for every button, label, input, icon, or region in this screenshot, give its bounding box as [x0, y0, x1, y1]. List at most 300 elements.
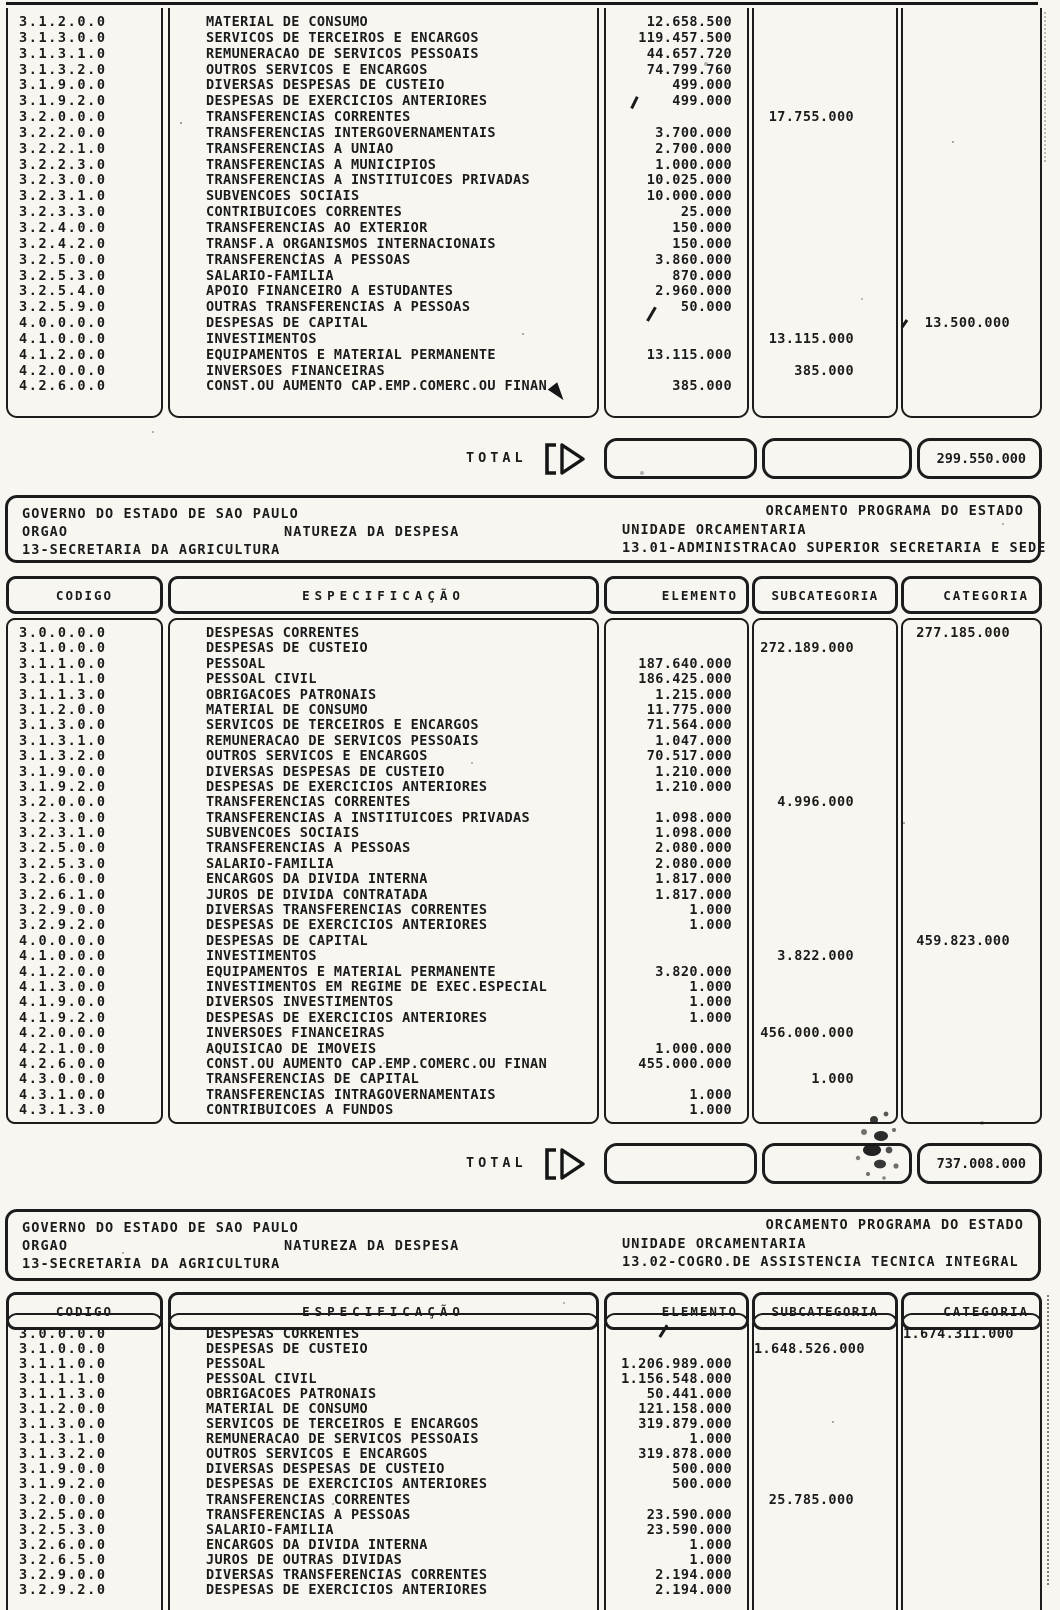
cell-sub [754, 1417, 896, 1432]
program-title: ORCAMENTO PROGRAMA DO ESTADO [765, 1217, 1024, 1233]
cell-code: 4.3.0.0.0 [19, 1071, 107, 1088]
cell-cat [903, 364, 1040, 380]
cell-sub [754, 1447, 896, 1462]
cell-elem: 455.000.000 [638, 1055, 732, 1072]
cell-sub [754, 934, 896, 949]
cell-cat: 1.674.311.000 [903, 1326, 1014, 1342]
cell-sub [754, 1088, 896, 1103]
cell-code: 3.1.9.0.0 [19, 763, 107, 780]
cell-sub [754, 205, 896, 221]
cell-code: 3.2.5.4.0 [19, 283, 107, 300]
cell-cat [903, 1538, 1040, 1553]
cell-sub [754, 78, 896, 94]
cell-code: 3.2.4.2.0 [19, 235, 107, 252]
cell-sub [754, 1327, 896, 1342]
cell-elem: 1.000 [689, 1086, 732, 1103]
unidade-value: 13.01-ADMINISTRACAO SUPERIOR SECRETARIA E SEDE [622, 540, 1047, 556]
cell-code: 4.1.9.2.0 [19, 1009, 107, 1026]
cell-code: 3.2.9.0.0 [19, 1566, 107, 1583]
cell-desc: TRANSFERENCIAS A MUNICIPIOS [206, 156, 437, 173]
cell-desc: OBRIGACOES PATRONAIS [206, 686, 377, 703]
header-codigo: CODIGO [6, 1292, 163, 1330]
cell-elem: 2.080.000 [655, 855, 732, 872]
cell-desc: PESSOAL [206, 655, 266, 672]
cell-elem: 1.000 [689, 1536, 732, 1553]
cell-sub [754, 688, 896, 703]
cell-cat [903, 980, 1040, 995]
column-categoria [901, 8, 1042, 418]
cell-desc: TRANSF.A ORGANISMOS INTERNACIONAIS [206, 235, 496, 252]
cell-cat [903, 142, 1040, 158]
cell-desc: OUTROS SERVICOS E ENCARGOS [206, 748, 428, 765]
cell-sub [754, 749, 896, 764]
cell-elem: 1.210.000 [655, 763, 732, 780]
cell-code: 3.1.3.0.0 [19, 717, 107, 734]
column-categoria [901, 1313, 1042, 1610]
header-categoria: CATEGORIA [901, 576, 1042, 614]
cell-code: 3.2.3.1.0 [19, 825, 107, 842]
cell-cat [903, 734, 1040, 749]
cell-sub [754, 857, 896, 872]
total-subcategoria-box [762, 438, 912, 479]
cell-elem: 11.775.000 [646, 701, 732, 718]
cell-elem: 10.000.000 [646, 188, 732, 205]
ink-smudge [834, 1106, 924, 1186]
header-especificacao: ESPECIFICAÇÃO [168, 576, 599, 614]
cell-elem: 1.000 [689, 917, 732, 934]
cell-cat [903, 872, 1040, 887]
cell-desc: DESPESAS DE EXERCICIOS ANTERIORES [206, 1009, 488, 1026]
unidade-label: UNIDADE ORCAMENTARIA [622, 1236, 807, 1252]
cell-desc: TRANSFERENCIAS AO EXTERIOR [206, 219, 428, 236]
cell-sub [754, 965, 896, 980]
cell-code: 3.2.9.2.0 [19, 917, 107, 934]
cell-elem: 50.441.000 [646, 1386, 732, 1403]
cell-elem: 1.817.000 [655, 886, 732, 903]
cell-elem: 119.457.500 [638, 29, 732, 46]
cell-desc: DESPESAS DE CUSTEIO [206, 1341, 369, 1358]
cell-sub [754, 15, 896, 31]
cell-desc: REMUNERACAO DE SERVICOS PESSOAIS [206, 1431, 479, 1448]
cell-elem: 1.098.000 [655, 825, 732, 842]
cell-sub [754, 158, 896, 174]
cell-elem: 319.878.000 [638, 1446, 732, 1463]
cell-code: 4.1.3.0.0 [19, 978, 107, 995]
cell-elem: 499.000 [672, 77, 732, 94]
cell-cat [903, 795, 1040, 810]
cell-cat [903, 221, 1040, 237]
cell-code: 3.2.6.5.0 [19, 1551, 107, 1568]
cell-desc: SALARIO-FAMILIA [206, 855, 334, 872]
cell-sub [754, 1538, 896, 1553]
cell-cat [903, 300, 1040, 316]
cell-elem: 1.000 [689, 994, 732, 1011]
cell-sub [754, 811, 896, 826]
cell-sub [754, 379, 896, 395]
cell-elem: 187.640.000 [638, 655, 732, 672]
cell-cat [903, 63, 1040, 79]
cell-sub [754, 1387, 896, 1402]
cell-desc: TRANSFERENCIAS CORRENTES [206, 109, 411, 126]
cell-desc: TRANSFERENCIAS A INSTITUICOES PRIVADAS [206, 809, 531, 826]
header-subcategoria: SUBCATEGORIA [752, 576, 898, 614]
cell-cat [903, 1462, 1040, 1477]
cell-cat [903, 857, 1040, 872]
cell-cat [903, 1402, 1040, 1417]
cell-elem: 150.000 [672, 235, 732, 252]
total-value: 737.008.000 [936, 1155, 1026, 1172]
cell-desc: AQUISICAO DE IMOVEIS [206, 1040, 377, 1057]
cell-code: 4.1.2.0.0 [19, 963, 107, 980]
cell-desc: DESPESAS DE EXERCICIOS ANTERIORES [206, 778, 488, 795]
cell-code: 3.2.3.3.0 [19, 204, 107, 221]
column-elemento [604, 8, 749, 418]
cell-sub [754, 872, 896, 887]
cell-desc: MATERIAL DE CONSUMO [206, 14, 369, 30]
cell-desc: DESPESAS DE EXERCICIOS ANTERIORES [206, 1476, 488, 1493]
org-header-13-02 [5, 1209, 1041, 1281]
cell-desc: PESSOAL [206, 1356, 266, 1373]
cell-elem [606, 795, 747, 810]
cell-sub [754, 189, 896, 205]
cell-sub [754, 316, 896, 332]
cell-elem: 23.590.000 [646, 1521, 732, 1538]
cell-sub [754, 221, 896, 237]
total-label: TOTAL [466, 450, 527, 466]
cell-sub: 272.189.000 [760, 640, 854, 657]
cell-code: 3.1.3.2.0 [19, 748, 107, 765]
cell-cat [903, 688, 1040, 703]
cell-sub [754, 348, 896, 364]
cell-elem: 2.960.000 [655, 283, 732, 300]
cell-elem: 1.000 [689, 1551, 732, 1568]
cell-code: 3.1.3.0.0 [19, 29, 107, 46]
cell-desc: DESPESAS DE EXERCICIOS ANTERIORES [206, 917, 488, 934]
cell-sub [754, 657, 896, 672]
org-header-13-01 [5, 495, 1047, 563]
cell-code: 3.1.9.2.0 [19, 778, 107, 795]
cell-desc: MATERIAL DE CONSUMO [206, 1401, 369, 1418]
cell-desc: DIVERSAS TRANSFERENCIAS CORRENTES [206, 1566, 488, 1583]
cell-cat [903, 47, 1040, 63]
cell-elem: 121.158.000 [638, 1401, 732, 1418]
cell-cat [903, 765, 1040, 780]
cell-desc: TRANSFERENCIAS CORRENTES [206, 1491, 411, 1508]
cell-cat: 277.185.000 [916, 625, 1010, 641]
cell-code: 3.1.3.1.0 [19, 1431, 107, 1448]
cell-cat [903, 1583, 1040, 1598]
cell-code: 3.2.5.3.0 [19, 267, 107, 284]
cell-desc: MATERIAL DE CONSUMO [206, 701, 369, 718]
cell-code: 3.1.1.3.0 [19, 686, 107, 703]
cell-cat [903, 718, 1040, 733]
column-categoria [901, 618, 1042, 1124]
total-categoria-box [917, 1143, 1042, 1184]
cell-desc: DESPESAS DE EXERCICIOS ANTERIORES [206, 1581, 488, 1598]
cell-code: 4.3.1.0.0 [19, 1086, 107, 1103]
cell-code: 3.1.1.1.0 [19, 671, 107, 688]
cell-cat [903, 949, 1040, 964]
orgao-label: ORGAO [22, 1238, 69, 1254]
cell-code: 3.2.3.0.0 [19, 172, 107, 189]
cell-desc: TRANSFERENCIAS INTERGOVERNAMENTAIS [206, 124, 496, 141]
cell-sub: 4.996.000 [777, 794, 854, 811]
cell-cat [903, 237, 1040, 253]
cell-sub [754, 1553, 896, 1568]
cell-cat [903, 995, 1040, 1010]
cell-cat [903, 1387, 1040, 1402]
cell-code: 4.3.1.3.0 [19, 1102, 107, 1119]
cell-sub [754, 1011, 896, 1026]
cell-code: 4.2.1.0.0 [19, 1040, 107, 1057]
cell-sub [754, 841, 896, 856]
government-title: GOVERNO DO ESTADO DE SAO PAULO [22, 1220, 299, 1236]
cell-desc: SUBVENCOES SOCIAIS [206, 825, 360, 842]
cell-code: 3.1.1.1.0 [19, 1371, 107, 1388]
cell-code: 3.1.0.0.0 [19, 1341, 107, 1358]
cell-code: 4.2.0.0.0 [19, 1025, 107, 1042]
government-title: GOVERNO DO ESTADO DE SAO PAULO [22, 506, 299, 522]
cell-elem: 1.000.000 [655, 156, 732, 173]
cell-sub [754, 672, 896, 687]
cell-cat [903, 332, 1040, 348]
total-label: TOTAL [466, 1155, 527, 1171]
cell-sub [754, 253, 896, 269]
cell-elem: 25.000 [680, 204, 732, 221]
cell-elem: 1.210.000 [655, 778, 732, 795]
cell-desc: JUROS DE OUTRAS DIVIDAS [206, 1551, 403, 1568]
cell-sub: 385.000 [794, 362, 854, 379]
cell-cat [903, 173, 1040, 189]
total-row-1 [0, 436, 1060, 482]
cell-elem [606, 1026, 747, 1041]
cell-sub: 17.755.000 [768, 109, 854, 126]
natureza-label: NATUREZA DA DESPESA [284, 524, 460, 540]
total-arrow-icon [540, 1145, 586, 1183]
cell-elem [606, 641, 747, 656]
cell-sub [754, 126, 896, 142]
cell-desc: TRANSFERENCIAS A INSTITUICOES PRIVADAS [206, 172, 531, 189]
cell-cat [903, 811, 1040, 826]
cell-elem: 23.590.000 [646, 1506, 732, 1523]
cell-code: 3.1.2.0.0 [19, 1401, 107, 1418]
cell-cat [903, 1493, 1040, 1508]
cell-desc: REMUNERACAO DE SERVICOS PESSOAIS [206, 732, 479, 749]
cell-code: 3.2.0.0.0 [19, 109, 107, 126]
cell-code: 3.2.9.0.0 [19, 902, 107, 919]
page-top-rule [6, 2, 1038, 5]
cell-cat [903, 965, 1040, 980]
cell-cat [903, 888, 1040, 903]
cell-sub: 13.115.000 [768, 330, 854, 347]
orgao-value: 13-SECRETARIA DA AGRICULTURA [22, 1256, 281, 1272]
cell-cat [903, 15, 1040, 31]
cell-desc: INVESTIMENTOS EM REGIME DE EXEC.ESPECIAL [206, 978, 548, 995]
cell-elem: 12.658.500 [646, 14, 732, 30]
cell-elem: 74.799.760 [646, 61, 732, 78]
cell-sub: 25.785.000 [768, 1491, 854, 1508]
paper-speckles [0, 0, 2, 2]
cell-elem: 1.000 [689, 1431, 732, 1448]
column-codigo [6, 8, 163, 418]
cell-code: 3.2.2.1.0 [19, 140, 107, 157]
cell-sub [754, 173, 896, 189]
cell-cat [903, 379, 1040, 395]
cell-elem: 13.115.000 [646, 346, 732, 363]
cell-desc: TRANSFERENCIAS A PESSOAS [206, 251, 411, 268]
cell-elem: 1.206.989.000 [621, 1356, 732, 1373]
cell-sub [754, 765, 896, 780]
cell-cat [903, 1057, 1040, 1072]
cell-desc: DIVERSAS TRANSFERENCIAS CORRENTES [206, 902, 488, 919]
cell-code: 4.0.0.0.0 [19, 932, 107, 949]
cell-elem: 870.000 [672, 267, 732, 284]
budget-table-13-01 [0, 618, 1060, 1124]
orgao-label: ORGAO [22, 524, 69, 540]
cell-sub: 3.822.000 [777, 948, 854, 965]
cell-desc: ENCARGOS DA DIVIDA INTERNA [206, 1536, 428, 1553]
cell-code: 3.1.9.2.0 [19, 93, 107, 110]
cell-code: 3.1.3.2.0 [19, 61, 107, 78]
cell-sub [754, 63, 896, 79]
cell-desc: DESPESAS CORRENTES [206, 625, 360, 641]
cell-elem [606, 364, 747, 380]
cell-sub [754, 284, 896, 300]
cell-sub [754, 1372, 896, 1387]
cell-cat [903, 1342, 1040, 1357]
cell-cat [903, 189, 1040, 205]
cell-desc: SUBVENCOES SOCIAIS [206, 188, 360, 205]
cell-elem: 1.000 [689, 1102, 732, 1119]
cell-desc: PESSOAL CIVIL [206, 671, 317, 688]
cell-cat [903, 1042, 1040, 1057]
cell-cat [903, 1011, 1040, 1026]
cell-desc: DESPESAS DE CAPITAL [206, 315, 369, 332]
cell-sub [754, 1523, 896, 1538]
cell-elem: 2.080.000 [655, 840, 732, 857]
cell-desc: TRANSFERENCIAS DE CAPITAL [206, 1071, 420, 1088]
header-elemento: ELEMENTO [604, 1292, 749, 1330]
cell-sub [754, 703, 896, 718]
cell-desc: DESPESAS DE EXERCICIOS ANTERIORES [206, 93, 488, 110]
cell-cat [903, 1477, 1040, 1492]
cell-cat [903, 780, 1040, 795]
cell-desc: OUTROS SERVICOS E ENCARGOS [206, 1446, 428, 1463]
cell-code: 3.1.3.1.0 [19, 45, 107, 62]
cell-desc: DIVERSAS DESPESAS DE CUSTEIO [206, 1461, 445, 1478]
cell-code: 4.1.9.0.0 [19, 994, 107, 1011]
column-elemento [604, 618, 749, 1124]
column-especificacao [168, 618, 599, 1124]
cell-elem [606, 949, 747, 964]
cell-cat [903, 1523, 1040, 1538]
cell-sub [754, 1357, 896, 1372]
cell-code: 3.2.5.0.0 [19, 840, 107, 857]
cell-sub [754, 1462, 896, 1477]
cell-cat [903, 841, 1040, 856]
cell-elem [606, 332, 747, 348]
cell-sub [754, 1402, 896, 1417]
unidade-value: 13.02-COGRO.DE ASSISTENCIA TECNICA INTEGRAL [622, 1254, 1019, 1270]
cell-desc: OUTRAS TRANSFERENCIAS A PESSOAS [206, 299, 471, 316]
cell-desc: SERVICOS DE TERCEIROS E ENCARGOS [206, 717, 479, 734]
column-subcategoria [752, 1313, 898, 1610]
cell-desc: CONTRIBUICOES CORRENTES [206, 204, 403, 221]
cell-elem: 1.000 [689, 902, 732, 919]
cell-desc: TRANSFERENCIAS INTRAGOVERNAMENTAIS [206, 1086, 496, 1103]
cell-code: 3.1.1.3.0 [19, 1386, 107, 1403]
cell-elem: 44.657.720 [646, 45, 732, 62]
cell-code: 3.2.5.3.0 [19, 1521, 107, 1538]
cell-code: 4.0.0.0.0 [19, 315, 107, 332]
cell-code: 3.2.6.0.0 [19, 1536, 107, 1553]
cell-code: 3.2.0.0.0 [19, 1491, 107, 1508]
cell-elem: 319.879.000 [638, 1416, 732, 1433]
cell-cat [903, 110, 1040, 126]
column-subcategoria [752, 618, 898, 1124]
cell-cat [903, 903, 1040, 918]
cell-sub [754, 1057, 896, 1072]
cell-elem: 2.700.000 [655, 140, 732, 157]
cell-desc: CONST.OU AUMENTO CAP.EMP.COMERC.OU FINAN [206, 378, 548, 395]
cell-code: 3.2.0.0.0 [19, 794, 107, 811]
total-elemento-box [604, 438, 757, 479]
cell-desc: DIVERSOS INVESTIMENTOS [206, 994, 394, 1011]
cell-sub [754, 1477, 896, 1492]
cell-elem: 150.000 [672, 219, 732, 236]
cell-code: 4.1.0.0.0 [19, 330, 107, 347]
cell-sub [754, 1508, 896, 1523]
cell-cat [903, 918, 1040, 933]
cell-sub [754, 903, 896, 918]
cell-sub [754, 1432, 896, 1447]
cell-elem: 3.860.000 [655, 251, 732, 268]
cell-elem [606, 1327, 747, 1342]
cell-sub [754, 1583, 896, 1598]
cell-elem: 1.000.000 [655, 1040, 732, 1057]
cell-code: 3.1.9.2.0 [19, 1476, 107, 1493]
cell-code: 3.1.2.0.0 [19, 701, 107, 718]
cell-sub [754, 780, 896, 795]
cell-cat [903, 1088, 1040, 1103]
cell-sub [754, 1568, 896, 1583]
total-categoria-box [917, 438, 1042, 479]
cell-code: 3.2.6.1.0 [19, 886, 107, 903]
cell-elem: 1.215.000 [655, 686, 732, 703]
cell-sub: 1.000 [811, 1071, 854, 1088]
cell-cat [903, 1372, 1040, 1387]
cell-elem: 2.194.000 [655, 1566, 732, 1583]
cell-code: 3.2.9.2.0 [19, 1581, 107, 1598]
cell-cat [903, 1026, 1040, 1041]
cell-code: 3.2.2.3.0 [19, 156, 107, 173]
cell-cat [903, 31, 1040, 47]
column-subcategoria [752, 8, 898, 418]
cell-cat [903, 158, 1040, 174]
cell-sub [754, 826, 896, 841]
cell-code: 4.1.2.0.0 [19, 346, 107, 363]
cell-elem: 2.194.000 [655, 1581, 732, 1598]
cell-code: 3.2.5.0.0 [19, 1506, 107, 1523]
cell-sub [754, 980, 896, 995]
column-especificacao [168, 8, 599, 418]
header-categoria: CATEGORIA [901, 1292, 1042, 1330]
cell-desc: SERVICOS DE TERCEIROS E ENCARGOS [206, 29, 479, 46]
natureza-label: NATUREZA DA DESPESA [284, 1238, 460, 1254]
cell-code: 3.1.9.0.0 [19, 77, 107, 94]
cell-sub [754, 269, 896, 285]
cell-cat [903, 672, 1040, 687]
